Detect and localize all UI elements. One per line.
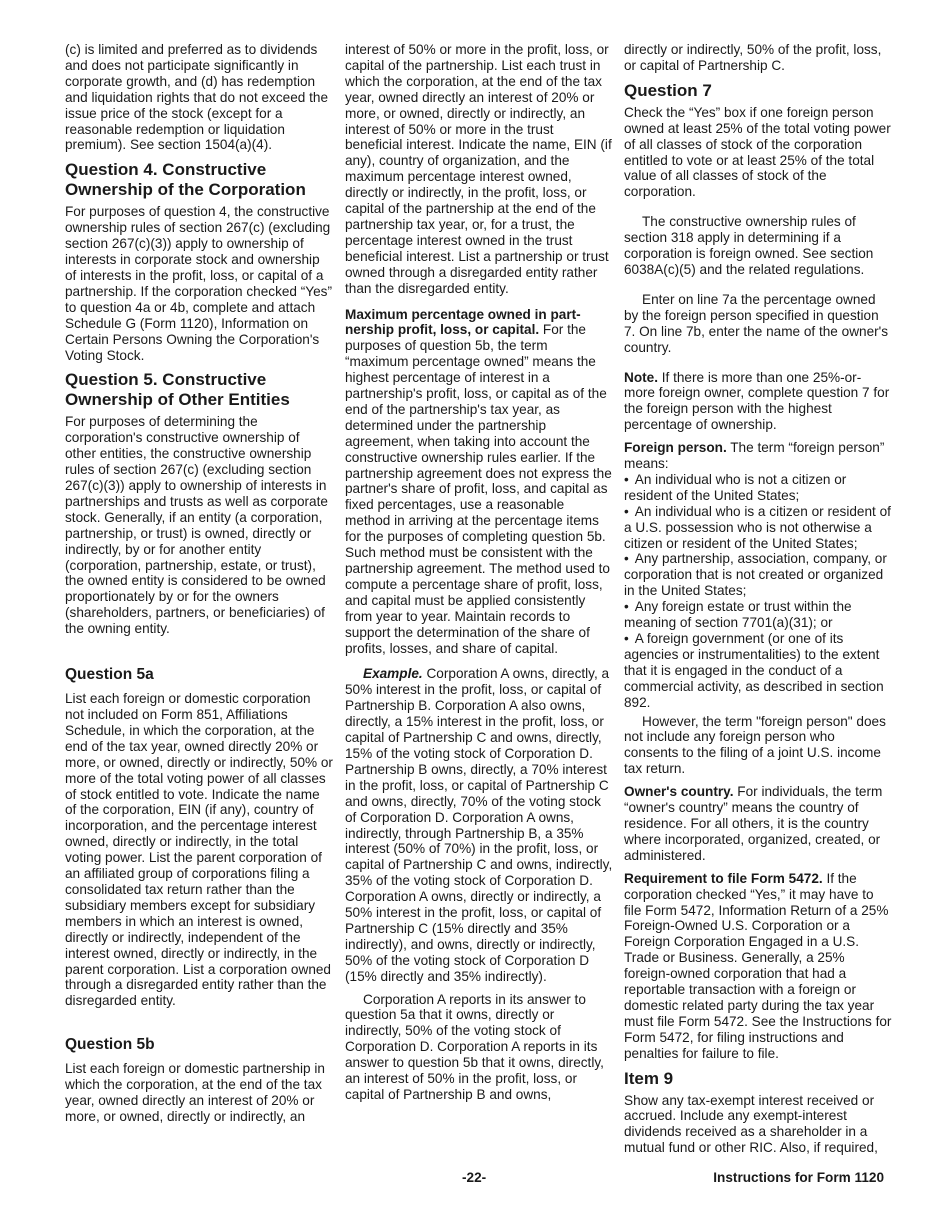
run-in-heading: Example. — [363, 666, 423, 682]
heading-item-9: Item 9 — [624, 1068, 674, 1088]
run-in-heading: Foreign person. — [624, 440, 727, 456]
paragraph: directly or indirectly, 50% of the profit, loss, or capital of Partnership C. — [624, 42, 882, 73]
list-item: • Any foreign estate or trust within the meaning of section 7701(a)(31); or — [624, 599, 892, 631]
footer-form-title: Instructions for Form 1120 — [713, 1170, 884, 1185]
paragraph: For purposes of question 4, the constructive ownership rules of section 267(c) (excluding section 267(c)(3)) apply to ownership of interests in corporate stock and ownership of interests in the profit, loss, or capital of a partnership. If the corporation checked “Yes” to question 4a or 4b, complete and attach Schedule G (Form 1120), Information on Certain Persons Owning the Corporation's Voting Stock. — [65, 204, 332, 363]
heading-question-5b: Question 5b — [65, 1036, 155, 1054]
heading-question-5: Question 5. Constructive Ownership of Other Entities — [65, 370, 290, 410]
list-item: • A foreign government (or one of its agencies or instrumentalities) to the extent that it is engaged in the conduct of a commercial activity, as described in section 892. — [624, 631, 892, 711]
page-number: -22- — [462, 1170, 487, 1185]
paragraph-max-percentage — [345, 307, 613, 657]
paragraph-text: For individuals, the term “owner's country” means the country of residence. For all others, it is the country where incorporated, organized, created, or administered. — [624, 784, 883, 863]
paragraph: (c) is limited and preferred as to dividends and does not participate significantly in corporate growth, and (d) has redemption and liquidation rights that do not exceed the issue price of the stock (except for a reasonable redemption or liquidation premium). See section 1504(a)(4). — [65, 42, 329, 153]
paragraph: Corporation A reports in its answer to question 5a that it owns, directly or indirectly, 50% of the voting stock of Corporation D. Corporation A reports in its answer to question 5b that it owns, directly, an interest of 50% in the profit, loss, or capital of Partnership B and owns, — [345, 991, 604, 1102]
paragraph: For purposes of determining the corporation's constructive ownership of other entities, the constructive ownership rules of section 267(c) (excluding section 267(c)(3)) apply to ownership of interests in partnerships and trusts as well as corporate stock. Generally, if an entity (a corporation, partnership, or trust) is owned, directly or indirectly, by or for another entity (corporation, partnership, estate, or trust), the owned entity is considered to be owned proportionately by or for the owners (shareholders, partners, or beneficiaries) of the owning entity. — [65, 414, 328, 637]
paragraph: The constructive ownership rules of section 318 apply in determining if a corporation is foreign owned. See section 6038A(c)(5) and the related regulations. — [624, 214, 874, 277]
list-item: • Any partnership, association, company, or corporation that is not created or organized in the United States; — [624, 551, 892, 599]
column-middle — [345, 42, 613, 1110]
paragraph: However, the term "foreign person" does not include any foreign person who consents to the filing of a joint U.S. income tax return. — [624, 713, 886, 777]
list-item: • An individual who is not a citizen or resident of the United States; — [624, 472, 892, 504]
list-item: • An individual who is a citizen or resident of a U.S. possession who is not otherwise a citizen or resident of the United States; — [624, 504, 892, 552]
paragraph: List each foreign or domestic corporation not included on Form 851, Affiliations Schedule, in which the corporation, at the end of the tax year, owned directly 20% or more, or owned, directly or indirectly, 50% or more of the total voting power of all classes of stock entitled to vote. Indicate the name of the corporation, EIN (if any), country of incorporation, and the percentage interest owned, directly or indirectly, in the total voting power. List the parent corporation of an affiliated group of corporations filing a consolidated tax return rather than the subsidiary members except for subsidiary members in which an interest is owned, directly or indirectly, independent of the interest owned, directly or indirectly, in the parent corporation. List a corporation owned through a disregarded entity rather than the disregarded entity. — [65, 691, 333, 1009]
paragraph-note — [624, 370, 892, 434]
paragraph-foreign-person — [624, 440, 892, 472]
run-in-heading: Owner's country. — [624, 784, 734, 800]
paragraph-text: Corporation A owns, directly, a 50% interest in the profit, loss, or capital of Partnership B. Corporation A also owns, directly, a 15% interest in the profit, loss, or capital of Partnership C and owns, directly, 15% of the voting stock of Corporation D. Partnership B owns, directly, a 70% interest in the profit, loss, or capital of Partnership C and owns, directly, 70% of the voting stock of Corporation D. Corporation A owns, indirectly, through Partnership B, a 35% interest (50% of 70%) in the profit, loss, or capital of Partnership C and owns, indirectly, 35% of the voting stock of Corporation D. Corporation A owns, directly or indirectly, a 50% interest in the profit, loss, or capital of Partnership C (15% directly and 35% indirectly), and owns, directly or indirectly, 50% of the voting stock of Corporation D (15% directly and 35% indirectly). — [345, 666, 613, 984]
run-in-heading: Maximum percentage owned in part-nership profit, loss, or capital. — [345, 306, 581, 338]
paragraph: Check the “Yes” box if one foreign person owned at least 25% of the total voting power of all classes of stock of the corporation entitled to vote or at least 25% of the total value of all classes of stock of the corporation. — [624, 104, 891, 200]
paragraph-text: If there is more than one 25%-or-more foreign owner, complete question 7 for the foreign person with the highest percentage of ownership. — [624, 369, 890, 433]
column-left — [65, 42, 333, 1132]
paragraph-text: For the purposes of question 5b, the term “maximum percentage owned” means the highest percentage of interest in a partnership's profit, loss, or capital as of the end of the partnership's tax year, as determined under the partnership agreement, when taking into account the constructive ownership rules earlier. If the partnership agreement does not express the partner's share of profit, loss, and capital as fixed percentages, use a reasonable method in arriving at the percentage items for the purposes of completing question 5b. Such method must be consistent with the partnership agreement. The method used to compute a percentage share of profit, loss, and capital must be applied consistently from year to year. Maintain records to support the determination of the share of profits, losses, and share of capital. — [345, 322, 612, 656]
heading-question-7: Question 7 — [624, 80, 712, 100]
bullet-list — [624, 472, 892, 711]
heading-question-4: Question 4. Constructive Ownership of the Corporation — [65, 160, 306, 200]
paragraph-owners-country — [624, 784, 892, 864]
paragraph-text: The term “foreign person” means: — [624, 440, 885, 472]
heading-question-5a: Question 5a — [65, 666, 154, 684]
column-right — [624, 42, 892, 1163]
paragraph: Show any tax-exempt interest received or accrued. Include any exempt-interest dividends received as a shareholder in a mutual fund or other RIC. Also, if required, — [624, 1092, 878, 1156]
paragraph-text: If the corporation checked “Yes,” it may have to file Form 5472, Information Return of a 25% Foreign-Owned U.S. Corporation or a Foreign Corporation Engaged in a U.S. Trade or Business. Generally, a 25% foreign-owned corporation that had a reportable transaction with a foreign or domestic related party during the tax year must file Form 5472. See the Instructions for Form 5472, for filing instructions and penalties for failure to file. — [624, 870, 892, 1061]
paragraph: List each foreign or domestic partnership in which the corporation, at the end of the tax year, owned directly an interest of 20% or more, or owned, directly or indirectly, an — [65, 1061, 325, 1124]
run-in-heading: Note. — [624, 369, 658, 385]
paragraph-requirement-5472 — [624, 871, 892, 1062]
paragraph-example — [345, 666, 613, 984]
paragraph: interest of 50% or more in the profit, loss, or capital of the partnership. List each trust in which the corporation, at the end of the tax year, owned directly an interest of 20% or more, or owned, directly or indirectly, an interest of 50% or more in the trust beneficial interest. Indicate the name, EIN (if any), country of organization, and the maximum percentage interest owned, directly or indirectly, in the profit, loss, or capital of the partnership at the end of the partnership tax year, or, for a trust, the percentage interest owned in the trust beneficial interest. List a partnership or trust owned through a disregarded entity rather than the disregarded entity. — [345, 42, 612, 296]
run-in-heading: Requirement to file Form 5472. — [624, 870, 823, 886]
paragraph: Enter on line 7a the percentage owned by the foreign person specified in question 7. On line 7b, enter the name of the owner's country. — [624, 291, 889, 355]
